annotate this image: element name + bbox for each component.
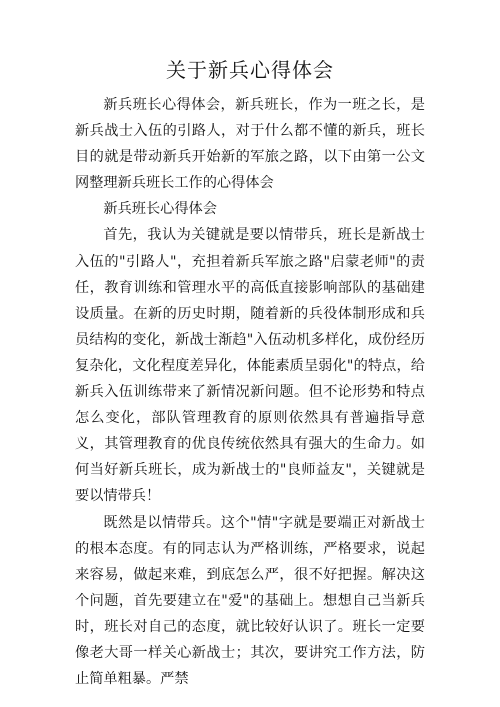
- document-title: 关于新兵心得体会: [166, 58, 334, 82]
- paragraph-first: 首先，我认为关键就是要以情带兵，班长是新战士入伍的"引路人"，充担着新兵军旅之路"启蒙老师"的责任，教育训练和管理水平的高低直接影响部队的基础建设质量。在新的历史时期，随着新的兵役体制形成和兵员结构的变化，新战士渐趋"入伍动机多样化，成份经历复杂化，文化程度差异化，体能素质呈弱化"的特点，给新兵入伍训练带来了新情况新问题。但不论形势和特点怎么变化，部队管理教育的原则依然具有普遍指导意义，其管理教育的优良传统依然具有强大的生命力。如何当好新兵班长，成为新战士的"良师益友"，关键就是要以情带兵！: [75, 227, 425, 505]
- paragraph-second: 既然是以情带兵。这个"情"字就是要端正对新战士的根本态度。有的同志认为严格训练，严格要求，说起来容易，做起来难，到底怎么严，很不好把握。解决这个问题，首先要建立在"爱"的基础上。想想自己当新兵时，班长对自己的态度，就比较好认识了。班长一定要像老大哥一样关心新战士；其次，要讲究工作方法，防止简单粗暴。严禁: [75, 514, 425, 688]
- paragraph-intro: 新兵班长心得体会，新兵班长，作为一班之长，是新兵战士入伍的引路人，对于什么都不懂的新兵，班长目的就是带动新兵开始新的军旅之路，以下由第一公文网整理新兵班长工作的心得体会: [75, 97, 425, 192]
- document-body: [75, 92, 425, 692]
- paragraph-subheading: 新兵班长心得体会: [103, 201, 217, 218]
